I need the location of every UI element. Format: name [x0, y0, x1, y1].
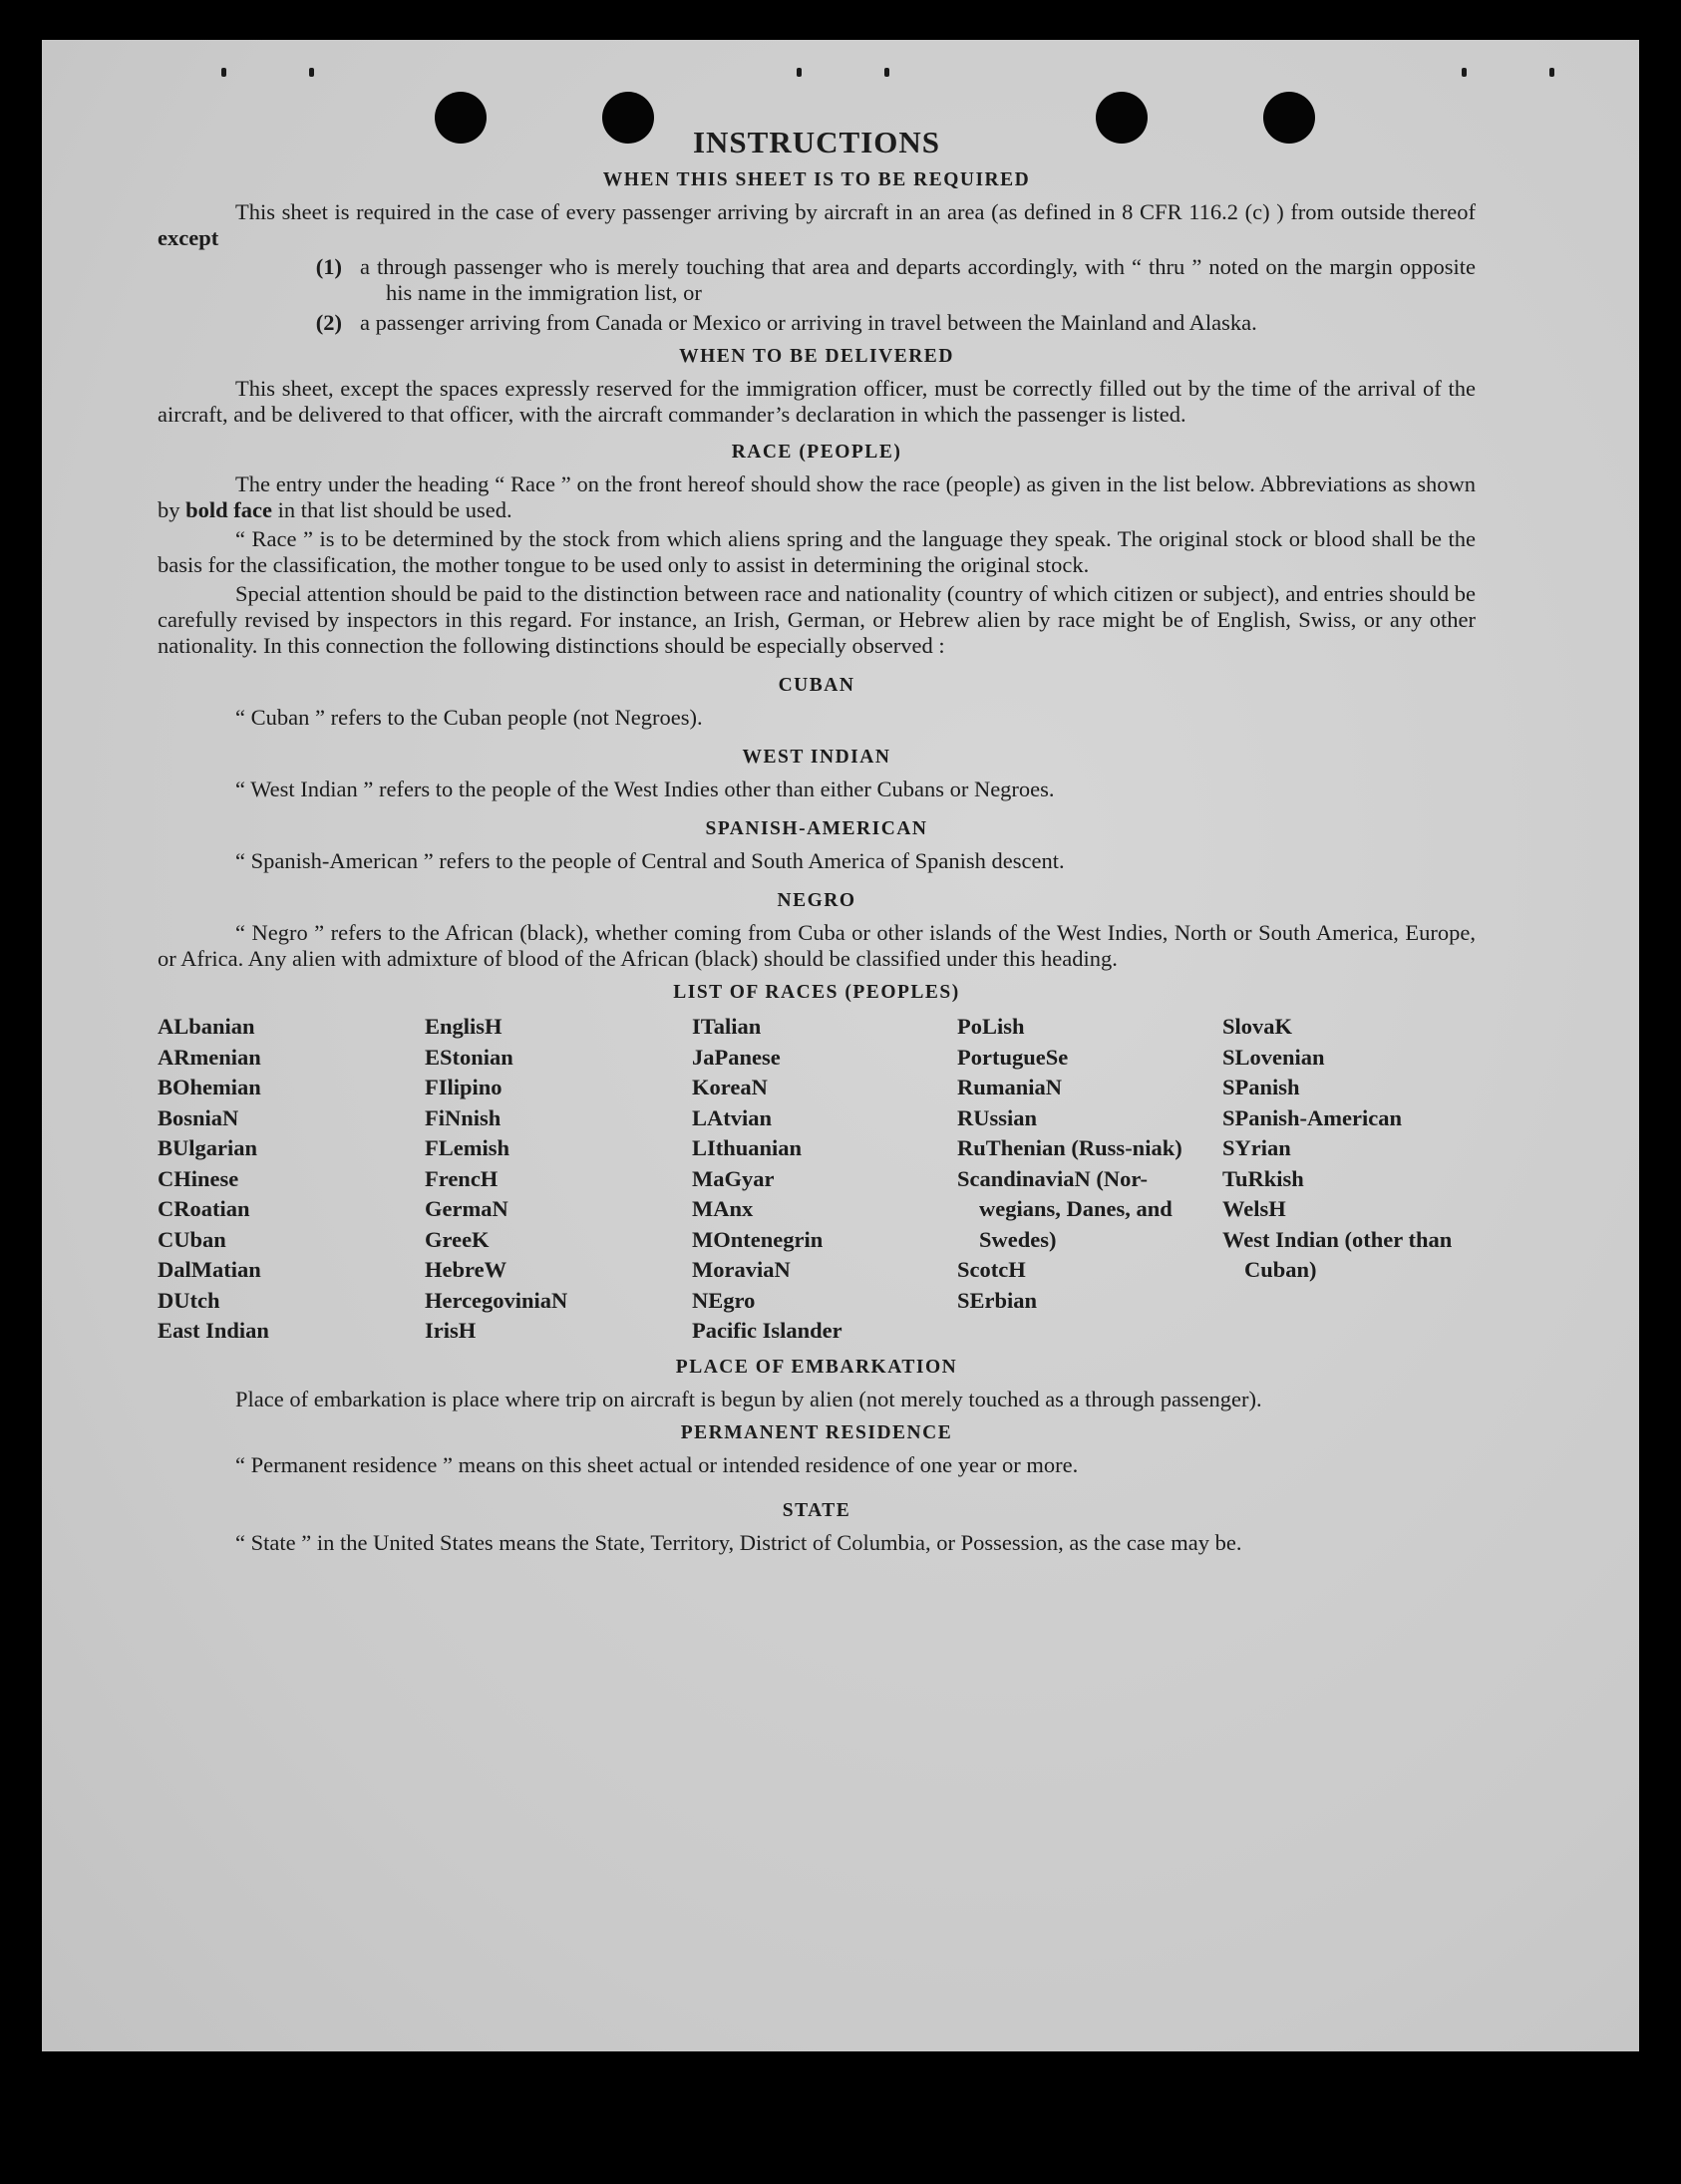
paragraph-negro: “ Negro ” refers to the African (black), whether coming from Cuba or other islands of the West Indies, North or South America, Europe, or Africa. Any alien with admixture of blood of the African (black) should be classified under this heading.: [158, 920, 1476, 971]
race-bold-face: bold face: [185, 497, 272, 522]
heading-negro: NEGRO: [777, 890, 856, 911]
race-entry: LAtvian: [692, 1104, 773, 1130]
paragraph-cuban: “ Cuban ” refers to the Cuban people (not Negroes).: [235, 705, 703, 730]
race-entry: HercegoviniaN: [425, 1287, 568, 1313]
race-entry: EnglisH: [425, 1014, 503, 1039]
heading-list-of-races: LIST OF RACES (PEOPLES): [673, 982, 960, 1003]
speck-mark: [884, 68, 889, 77]
paragraph-when-required: [158, 199, 1476, 251]
intro-except: except: [158, 225, 219, 250]
race-entry: CUban: [158, 1226, 226, 1252]
race-entry: BosniaN: [158, 1104, 239, 1130]
heading-spanish-american: SPANISH-AMERICAN: [705, 818, 928, 839]
race-entry: HebreW: [425, 1257, 507, 1282]
race-entry: MAnx: [692, 1196, 754, 1221]
item-text: a passenger arriving from Canada or Mexico or arriving in travel between the Mainland and Alaska.: [360, 310, 1257, 335]
paragraph-race-3: Special attention should be paid to the distinction between race and nationality (country of which citizen or subject), and entries should be carefully revised by inspectors in this regard. For instance, an Irish, German, or Hebrew alien by race might be of English, Swiss, or any other nationality. In this connection the following distinctions should be especially observed :: [158, 581, 1476, 658]
paragraph-race-1: [158, 471, 1476, 523]
race-entry: EStonian: [425, 1044, 513, 1070]
race-entry: FrencH: [425, 1165, 499, 1191]
heading-embarkation: PLACE OF EMBARKATION: [675, 1356, 958, 1378]
race-entry: ALbanian: [158, 1014, 255, 1039]
item-number: (2): [315, 310, 342, 335]
speck-mark: [309, 68, 314, 77]
races-column: [957, 1012, 1222, 1347]
paragraph-spanish-american: “ Spanish-American ” refers to the people of Central and South America of Spanish descent.: [235, 848, 1065, 873]
race-entry: DalMatian: [158, 1257, 261, 1282]
speck-mark: [797, 68, 802, 77]
races-column: [425, 1012, 692, 1347]
item-text: a through passenger who is merely touching that area and departs accordingly, with “ thru ” noted on the margin opposite his name in the immigration list, or: [360, 254, 1476, 305]
race-entry: ScandinaviaN (Nor-wegians, Danes, and Swedes): [957, 1165, 1173, 1252]
race-entry: BOhemian: [158, 1075, 261, 1099]
race-entry: RumaniaN: [957, 1075, 1063, 1099]
race-entry: RuThenian (Russ-niak): [957, 1135, 1182, 1160]
race-entry: ARmenian: [158, 1044, 261, 1070]
heading-west-indian: WEST INDIAN: [742, 747, 891, 768]
race-entry: IrisH: [425, 1318, 477, 1343]
race-entry: JaPanese: [692, 1044, 781, 1070]
heading-state: STATE: [782, 1499, 851, 1521]
paragraph-residence: “ Permanent residence ” means on this sheet actual or intended residence of one year or more.: [235, 1451, 1079, 1477]
paragraph-race-2: “ Race ” is to be determined by the stock from which aliens spring and the language they speak. The original stock or blood shall be the basis for the classification, the mother tongue to be used only to assist in determining the original stock.: [158, 526, 1476, 577]
list-item: [158, 254, 1476, 306]
race-entry: SErbian: [957, 1287, 1038, 1313]
heading-cuban: CUBAN: [778, 675, 855, 696]
heading-when-required: WHEN THIS SHEET IS TO BE REQUIRED: [602, 169, 1031, 190]
race-entry: RUssian: [957, 1104, 1038, 1130]
race-entry: MoraviaN: [692, 1257, 791, 1282]
race-entry: MaGyar: [692, 1165, 775, 1191]
race-entry: LIthuanian: [692, 1135, 803, 1160]
race-entry: GermaN: [425, 1196, 508, 1221]
paragraph-embarkation: Place of embarkation is place where trip on aircraft is begun by alien (not merely touched as a through passenger).: [235, 1386, 1262, 1411]
race-entry: SlovaK: [1222, 1014, 1293, 1039]
speck-mark: [1462, 68, 1467, 77]
page-title: INSTRUCTIONS: [692, 125, 940, 159]
speck-mark: [221, 68, 226, 77]
list-item: [158, 310, 1476, 336]
item-number: (1): [315, 254, 342, 279]
races-list: [158, 1012, 1476, 1347]
race-entry: MOntenegrin: [692, 1226, 824, 1252]
race-text-b: in that list should be used.: [277, 497, 512, 522]
paragraph-state: “ State ” in the United States means the State, Territory, District of Columbia, or Possession, as the case may be.: [235, 1529, 1242, 1555]
race-entry: SYrian: [1222, 1135, 1291, 1160]
race-entry: FLemish: [425, 1135, 510, 1160]
race-entry: PortugueSe: [957, 1044, 1069, 1070]
intro-text: This sheet is required in the case of every passenger arriving by aircraft in an area (as defined in 8 CFR 116.2 (c) ) from outside thereof: [235, 199, 1476, 224]
race-entry: GreeK: [425, 1226, 490, 1252]
paragraph-when-delivered: This sheet, except the spaces expressly reserved for the immigration officer, must be correctly filled out by the time of the arrival of the aircraft, and be delivered to that officer, with the aircraft commander’s declaration in which the passenger is listed.: [158, 376, 1476, 427]
heading-when-delivered: WHEN TO BE DELIVERED: [679, 346, 954, 367]
race-entry: KoreaN: [692, 1075, 768, 1099]
race-entry: DUtch: [158, 1287, 220, 1313]
race-entry: West Indian (other than Cuban): [1222, 1226, 1453, 1282]
races-column: [1222, 1012, 1476, 1347]
race-entry: FiNnish: [425, 1104, 502, 1130]
race-entry: WelsH: [1222, 1196, 1286, 1221]
race-entry: BUlgarian: [158, 1135, 258, 1160]
race-entry: SPanish: [1222, 1075, 1300, 1099]
race-entry: Pacific Islander: [692, 1318, 842, 1343]
heading-residence: PERMANENT RESIDENCE: [680, 1421, 953, 1443]
race-entry: TuRkish: [1222, 1165, 1304, 1191]
race-entry: FIlipino: [425, 1075, 503, 1099]
race-entry: SPanish-American: [1222, 1104, 1402, 1130]
paragraph-west-indian: “ West Indian ” refers to the people of the West Indies other than either Cubans or Negroes.: [235, 777, 1055, 801]
race-text-a: The entry under the heading “ Race ” on the front hereof should show the race (people) as given in the list below. Abbreviations as shown by: [158, 471, 1476, 522]
race-entry: CRoatian: [158, 1196, 250, 1221]
race-entry: CHinese: [158, 1165, 239, 1191]
race-entry: East Indian: [158, 1318, 269, 1343]
race-entry: PoLish: [957, 1014, 1025, 1039]
races-column: [158, 1012, 425, 1347]
instructions-content: [158, 126, 1476, 1559]
race-entry: SLovenian: [1222, 1044, 1325, 1070]
race-entry: NEgro: [692, 1287, 756, 1313]
race-entry: ITalian: [692, 1014, 762, 1039]
heading-race: RACE (PEOPLE): [731, 442, 902, 463]
races-column: [692, 1012, 957, 1347]
race-entry: ScotcH: [957, 1257, 1026, 1282]
speck-mark: [1549, 68, 1554, 77]
